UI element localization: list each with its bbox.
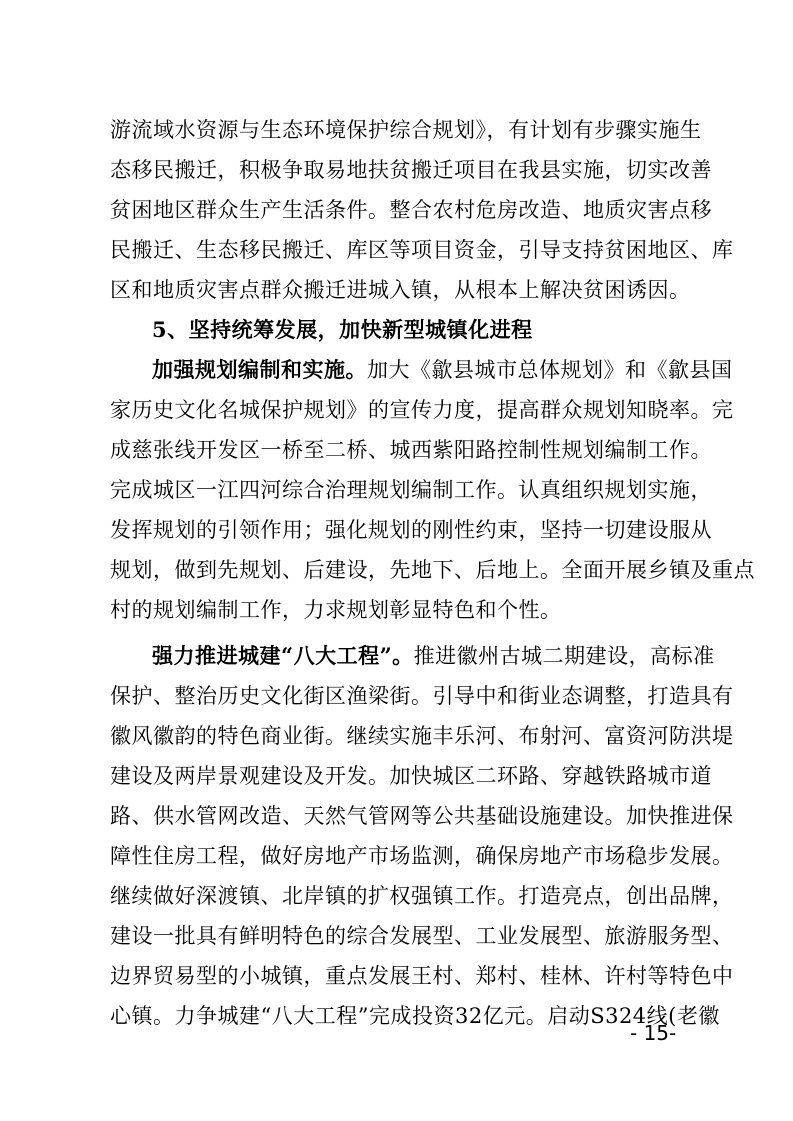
paragraph-line: 区和地质灾害点群众搬迁进城入镇，从根本上解决贫困诱因。 bbox=[110, 278, 691, 302]
paragraph-line: 游流域水资源与生态环境保护综合规划》，有计划有步骤实施生 bbox=[110, 118, 702, 142]
paragraph-line: 保护、整治历史文化街区渔梁街。引导中和街业态调整，打造具有 bbox=[110, 684, 734, 708]
paragraph-line: 路、供水管网改造、天然气管网等公共基础设施建设。加快推进保 bbox=[110, 804, 734, 828]
paragraph-text: 加大《歙县城市总体规划》和《歙县国 bbox=[367, 358, 733, 382]
paragraph-line: 成慈张线开发区一桥至二桥、城西紫阳路控制性规划编制工作。 bbox=[110, 438, 712, 462]
paragraph-text: 推进徽州古城二期建设，高标准 bbox=[413, 644, 715, 668]
paragraph-line: 态移民搬迁，积极争取易地扶贫搬迁项目在我县实施，切实改善 bbox=[110, 158, 712, 182]
paragraph-line: 规划，做到先规划、后建设，先地下、后地上。全面开展乡镇及重点 bbox=[110, 558, 755, 582]
paragraph-lead-title: 加强规划编制和实施。 bbox=[152, 357, 367, 382]
paragraph-line: 继续做好深渡镇、北岸镇的扩权强镇工作。打造亮点，创出品牌， bbox=[110, 884, 734, 908]
paragraph-line: 建设一批具有鲜明特色的综合发展型、工业发展型、旅游服务型、 bbox=[110, 924, 734, 948]
paragraph-line: 心镇。力争城建“八大工程”完成投资32亿元。启动S324线(老徽 bbox=[110, 1004, 720, 1028]
paragraph-line: 贫困地区群众生产生活条件。整合农村危房改造、地质灾害点移 bbox=[110, 198, 712, 222]
paragraph-line: 村的规划编制工作，力求规划彰显特色和个性。 bbox=[110, 598, 562, 622]
paragraph-line: 徽风徽韵的特色商业街。继续实施丰乐河、布射河、富资河防洪堤 bbox=[110, 724, 734, 748]
paragraph-line: 边界贸易型的小城镇，重点发展王村、郑村、桂林、许村等特色中 bbox=[110, 964, 734, 988]
paragraph-first-line bbox=[152, 636, 715, 676]
paragraph-line: 发挥规划的引领作用；强化规划的刚性约束，坚持一切建设服从 bbox=[110, 518, 712, 542]
paragraph-line: 民搬迁、生态移民搬迁、库区等项目资金，引导支持贫困地区、库 bbox=[110, 238, 734, 262]
paragraph-line: 完成城区一江四河综合治理规划编制工作。认真组织规划实施， bbox=[110, 478, 712, 502]
paragraph-line: 建设及两岸景观建设及开发。加快城区二环路、穿越铁路城市道 bbox=[110, 764, 712, 788]
page-number: - 15- bbox=[630, 1021, 677, 1045]
section-heading: 5、坚持统筹发展，加快新型城镇化进程 bbox=[152, 317, 533, 342]
paragraph-line: 障性住房工程，做好房地产市场监测，确保房地产市场稳步发展。 bbox=[110, 844, 734, 868]
paragraph-lead-title: 强力推进城建“八大工程”。 bbox=[152, 643, 414, 668]
paragraph-line: 家历史文化名城保护规划》的宣传力度，提高群众规划知晓率。完 bbox=[110, 398, 734, 422]
paragraph-first-line bbox=[152, 350, 733, 390]
